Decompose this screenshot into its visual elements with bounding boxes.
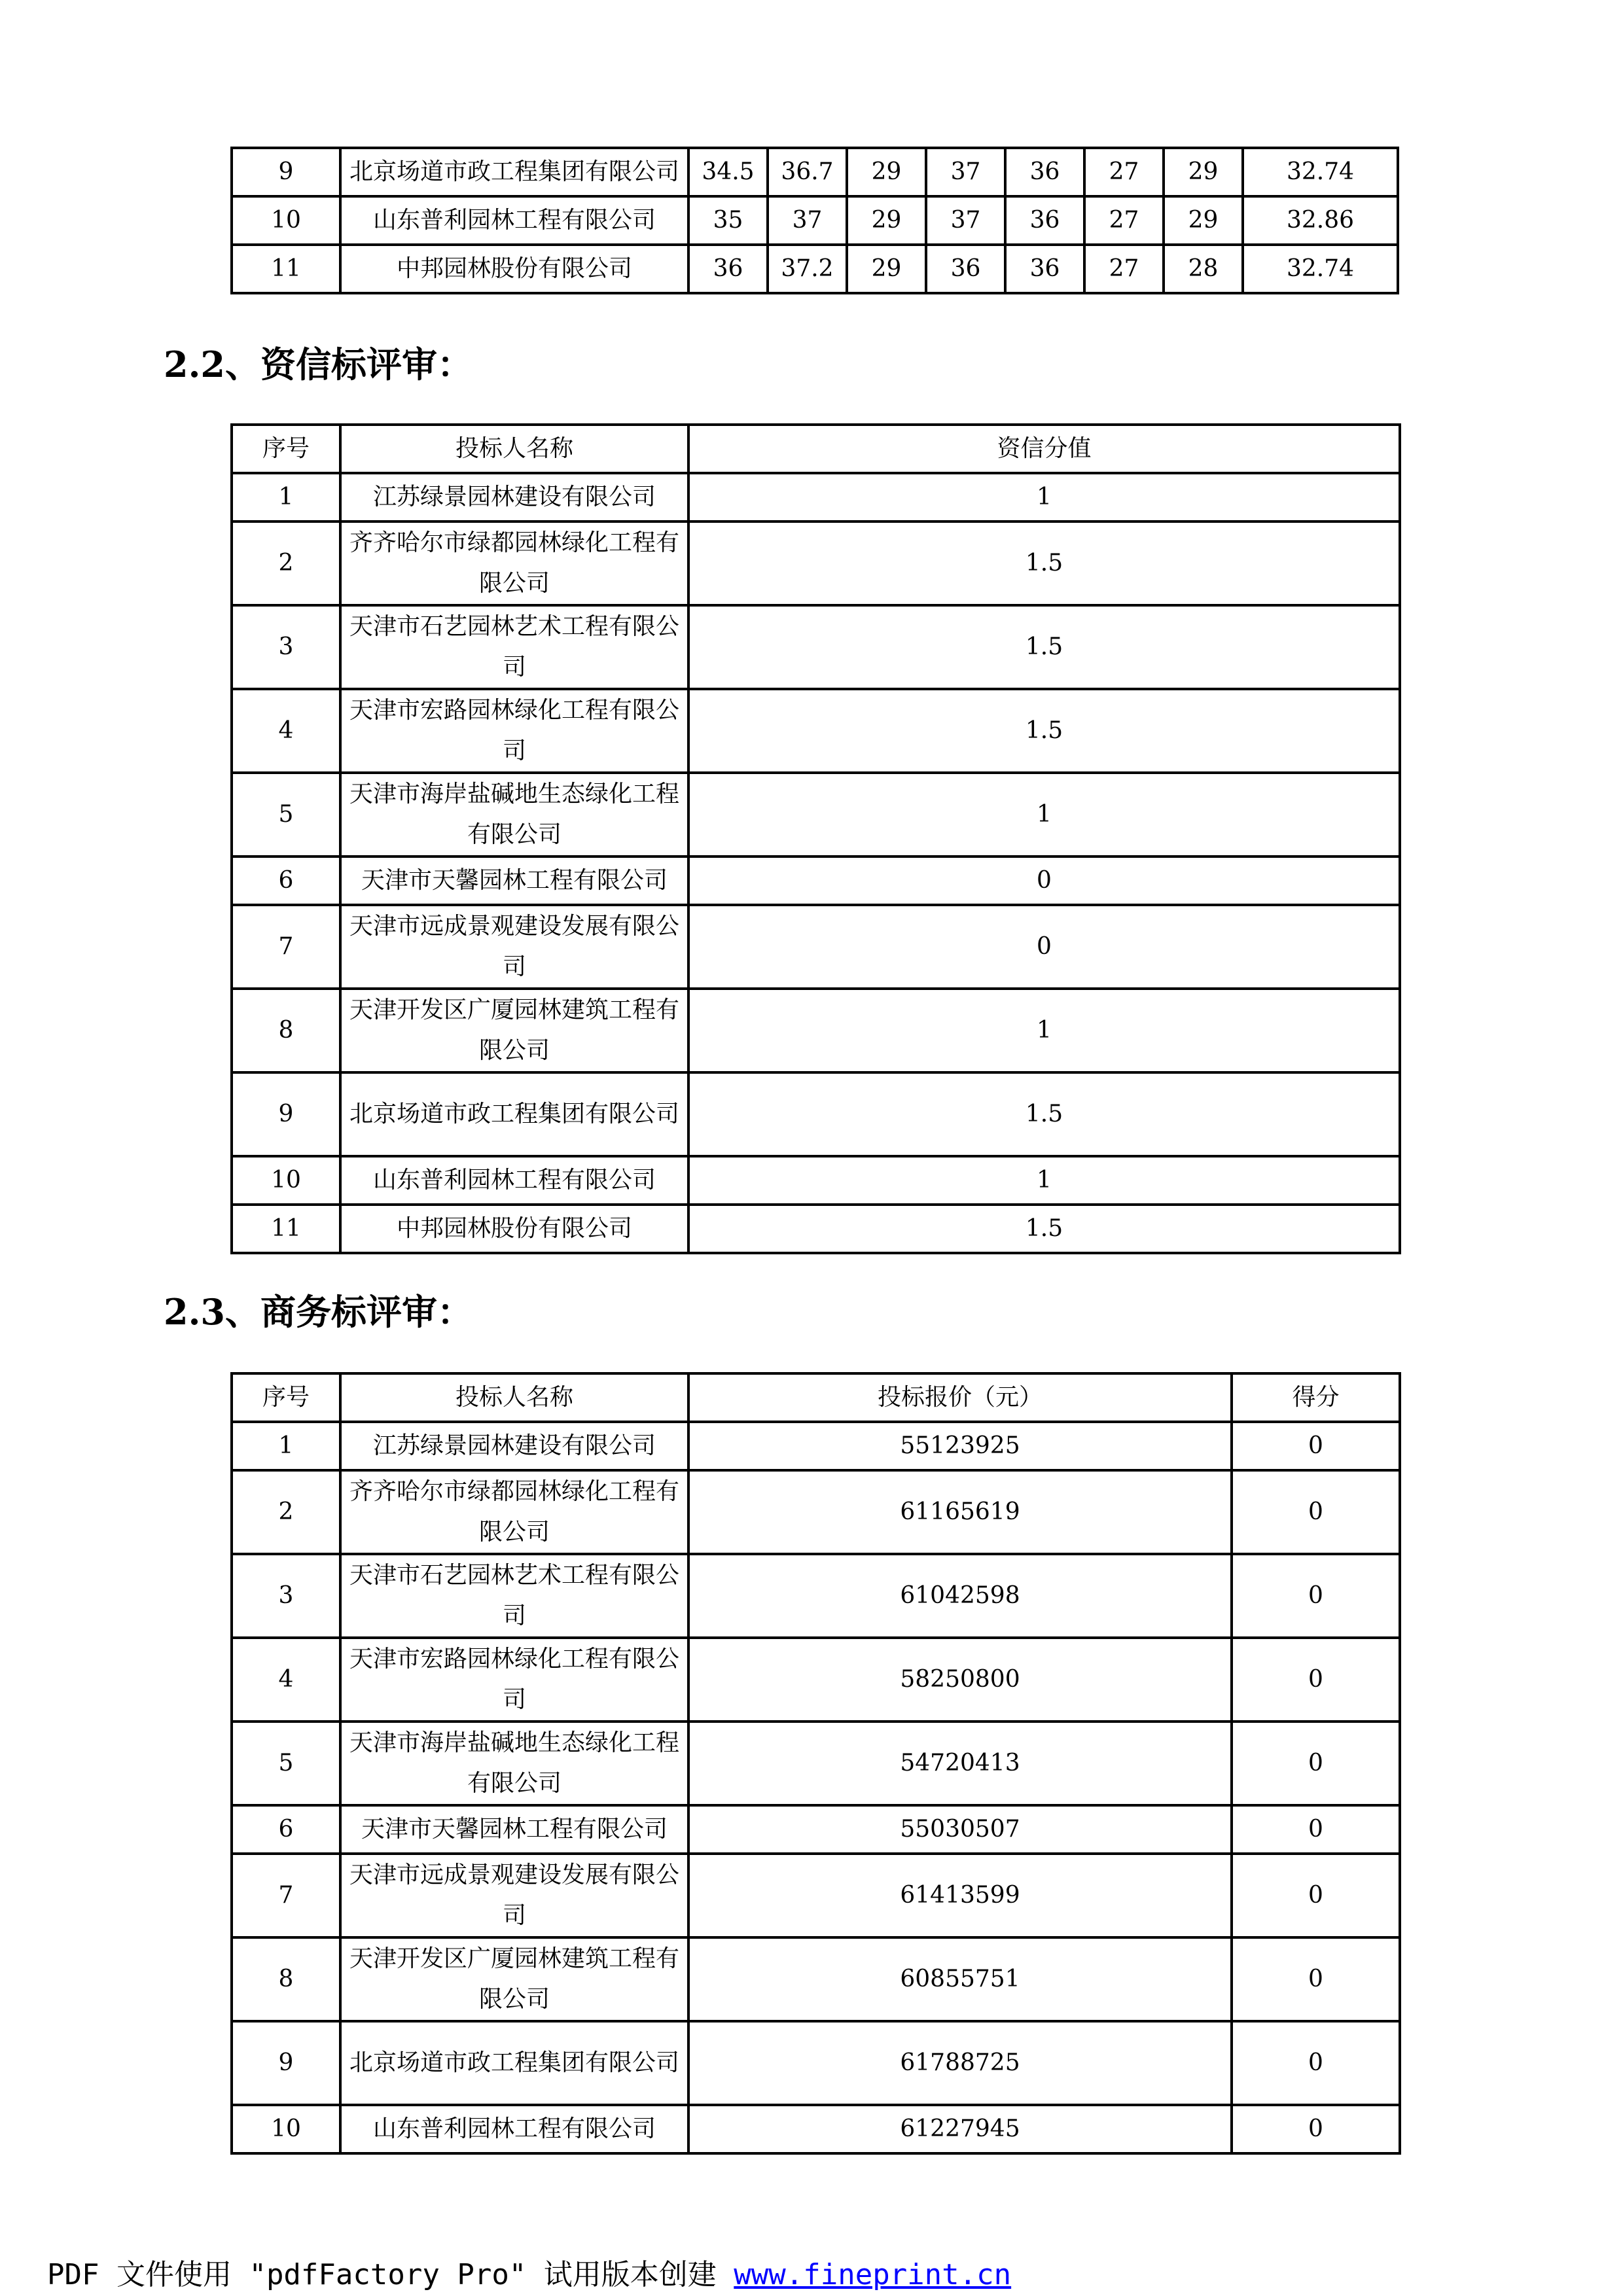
section-heading-business: 2.3、商务标评审： [164, 1291, 473, 1333]
bidder-name: 山东普利园林工程有限公司 [340, 2105, 688, 2153]
score-cell: 29 [1164, 148, 1243, 196]
row-number: 2 [232, 521, 340, 605]
table-row [232, 196, 1398, 245]
score-cell: 36 [1005, 196, 1084, 245]
business-score: 0 [1232, 1854, 1400, 1937]
bidder-name: 天津市石艺园林艺术工程有限公司 [340, 605, 688, 689]
row-number: 8 [232, 1937, 340, 2021]
table-row [232, 1205, 1400, 1253]
bid-price: 60855751 [688, 1937, 1232, 2021]
bidder-name: 天津市天馨园林工程有限公司 [340, 857, 688, 905]
score-cell: 32.86 [1243, 196, 1398, 245]
score-cell: 29 [847, 245, 926, 293]
score-cell: 35 [688, 196, 768, 245]
row-number: 3 [232, 1554, 340, 1638]
bid-price: 61165619 [688, 1470, 1232, 1554]
row-number: 7 [232, 1854, 340, 1937]
score-cell: 37.2 [768, 245, 847, 293]
table-row [232, 521, 1400, 605]
table-row [232, 773, 1400, 857]
row-number: 7 [232, 905, 340, 989]
row-number: 6 [232, 1805, 340, 1854]
bid-price: 61413599 [688, 1854, 1232, 1937]
bid-price: 55030507 [688, 1805, 1232, 1854]
bid-price: 61788725 [688, 2021, 1232, 2105]
credit-score-table [230, 423, 1401, 1254]
table-row [232, 2021, 1400, 2105]
bidder-name: 山东普利园林工程有限公司 [340, 196, 688, 245]
header-score: 得分 [1232, 1373, 1400, 1422]
business-score: 0 [1232, 2021, 1400, 2105]
bidder-name: 天津市石艺园林艺术工程有限公司 [340, 1554, 688, 1638]
business-score: 0 [1232, 1937, 1400, 2021]
row-number: 11 [232, 245, 340, 293]
footer-text: PDF 文件使用 "pdfFactory Pro" 试用版本创建 [47, 2258, 734, 2291]
score-cell: 37 [926, 196, 1005, 245]
bidder-name: 江苏绿景园林建设有限公司 [340, 473, 688, 521]
credit-score: 1.5 [688, 1072, 1400, 1156]
header-price: 投标报价（元） [688, 1373, 1232, 1422]
row-number: 2 [232, 1470, 340, 1554]
score-cell: 36 [1005, 148, 1084, 196]
business-score: 0 [1232, 1422, 1400, 1470]
row-number: 10 [232, 1156, 340, 1205]
score-cell: 29 [847, 196, 926, 245]
bidder-name: 山东普利园林工程有限公司 [340, 1156, 688, 1205]
bid-price: 58250800 [688, 1638, 1232, 1722]
bidder-name: 北京场道市政工程集团有限公司 [340, 1072, 688, 1156]
bid-price: 54720413 [688, 1722, 1232, 1805]
header-name: 投标人名称 [340, 425, 688, 473]
bidder-name: 北京场道市政工程集团有限公司 [340, 2021, 688, 2105]
header-no: 序号 [232, 425, 340, 473]
table-row [232, 1638, 1400, 1722]
score-cell: 29 [847, 148, 926, 196]
table-row [232, 1937, 1400, 2021]
table-row [232, 1470, 1400, 1554]
bidder-name: 天津市远成景观建设发展有限公司 [340, 905, 688, 989]
table-row [232, 1156, 1400, 1205]
score-cell: 36.7 [768, 148, 847, 196]
score-cell: 34.5 [688, 148, 768, 196]
row-number: 8 [232, 989, 340, 1072]
credit-score: 1.5 [688, 1205, 1400, 1253]
credit-score: 1 [688, 473, 1400, 521]
score-cell: 36 [926, 245, 1005, 293]
credit-score: 1.5 [688, 605, 1400, 689]
credit-score: 1.5 [688, 689, 1400, 773]
header-name: 投标人名称 [340, 1373, 688, 1422]
table-row [232, 1854, 1400, 1937]
business-score: 0 [1232, 1722, 1400, 1805]
bidder-name: 天津市海岸盐碱地生态绿化工程有限公司 [340, 773, 688, 857]
table-row [232, 245, 1398, 293]
table-row [232, 605, 1400, 689]
business-score: 0 [1232, 1554, 1400, 1638]
credit-score: 0 [688, 857, 1400, 905]
bidder-name: 齐齐哈尔市绿都园林绿化工程有限公司 [340, 1470, 688, 1554]
score-cell: 27 [1084, 245, 1164, 293]
bid-price: 61227945 [688, 2105, 1232, 2153]
bidder-name: 天津开发区广厦园林建筑工程有限公司 [340, 1937, 688, 2021]
bidder-name: 天津市宏路园林绿化工程有限公司 [340, 1638, 688, 1722]
table-row [232, 148, 1398, 196]
credit-score: 1 [688, 1156, 1400, 1205]
table-row [232, 1422, 1400, 1470]
row-number: 4 [232, 1638, 340, 1722]
row-number: 4 [232, 689, 340, 773]
bidder-name: 天津市宏路园林绿化工程有限公司 [340, 689, 688, 773]
score-cell: 32.74 [1243, 148, 1398, 196]
bidder-name: 天津市远成景观建设发展有限公司 [340, 1854, 688, 1937]
section-heading-credit: 2.2、资信标评审： [164, 344, 473, 385]
bidder-name: 齐齐哈尔市绿都园林绿化工程有限公司 [340, 521, 688, 605]
score-cell: 32.74 [1243, 245, 1398, 293]
table-row [232, 1072, 1400, 1156]
table-row [232, 1554, 1400, 1638]
business-score: 0 [1232, 1470, 1400, 1554]
row-number: 10 [232, 196, 340, 245]
row-number: 5 [232, 1722, 340, 1805]
row-number: 5 [232, 773, 340, 857]
business-score: 0 [1232, 1638, 1400, 1722]
score-table-continued [230, 147, 1399, 294]
table-row [232, 1722, 1400, 1805]
bid-price: 61042598 [688, 1554, 1232, 1638]
row-number: 6 [232, 857, 340, 905]
credit-score: 1.5 [688, 521, 1400, 605]
pdf-footer [47, 2251, 1011, 2293]
score-cell: 37 [768, 196, 847, 245]
header-no: 序号 [232, 1373, 340, 1422]
score-cell: 27 [1084, 148, 1164, 196]
footer-link[interactable]: www.fineprint.cn [734, 2258, 1012, 2291]
score-cell: 36 [1005, 245, 1084, 293]
business-score-table [230, 1372, 1401, 2155]
table-row [232, 1805, 1400, 1854]
business-score: 0 [1232, 2105, 1400, 2153]
row-number: 9 [232, 2021, 340, 2105]
bidder-name: 天津开发区广厦园林建筑工程有限公司 [340, 989, 688, 1072]
row-number: 11 [232, 1205, 340, 1253]
bidder-name: 江苏绿景园林建设有限公司 [340, 1422, 688, 1470]
table-row [232, 989, 1400, 1072]
header-credit-score: 资信分值 [688, 425, 1400, 473]
score-cell: 29 [1164, 196, 1243, 245]
credit-score: 1 [688, 989, 1400, 1072]
row-number: 10 [232, 2105, 340, 2153]
credit-score: 1 [688, 773, 1400, 857]
bid-price: 55123925 [688, 1422, 1232, 1470]
row-number: 9 [232, 148, 340, 196]
row-number: 1 [232, 1422, 340, 1470]
business-score: 0 [1232, 1805, 1400, 1854]
bidder-name: 北京场道市政工程集团有限公司 [340, 148, 688, 196]
score-cell: 36 [688, 245, 768, 293]
table-row [232, 905, 1400, 989]
row-number: 9 [232, 1072, 340, 1156]
row-number: 3 [232, 605, 340, 689]
bidder-name: 中邦园林股份有限公司 [340, 1205, 688, 1253]
bidder-name: 天津市天馨园林工程有限公司 [340, 1805, 688, 1854]
table-row [232, 857, 1400, 905]
table-row [232, 473, 1400, 521]
score-cell: 28 [1164, 245, 1243, 293]
credit-score: 0 [688, 905, 1400, 989]
row-number: 1 [232, 473, 340, 521]
bidder-name: 天津市海岸盐碱地生态绿化工程有限公司 [340, 1722, 688, 1805]
table-row [232, 2105, 1400, 2153]
score-cell: 27 [1084, 196, 1164, 245]
table-row [232, 689, 1400, 773]
bidder-name: 中邦园林股份有限公司 [340, 245, 688, 293]
score-cell: 37 [926, 148, 1005, 196]
